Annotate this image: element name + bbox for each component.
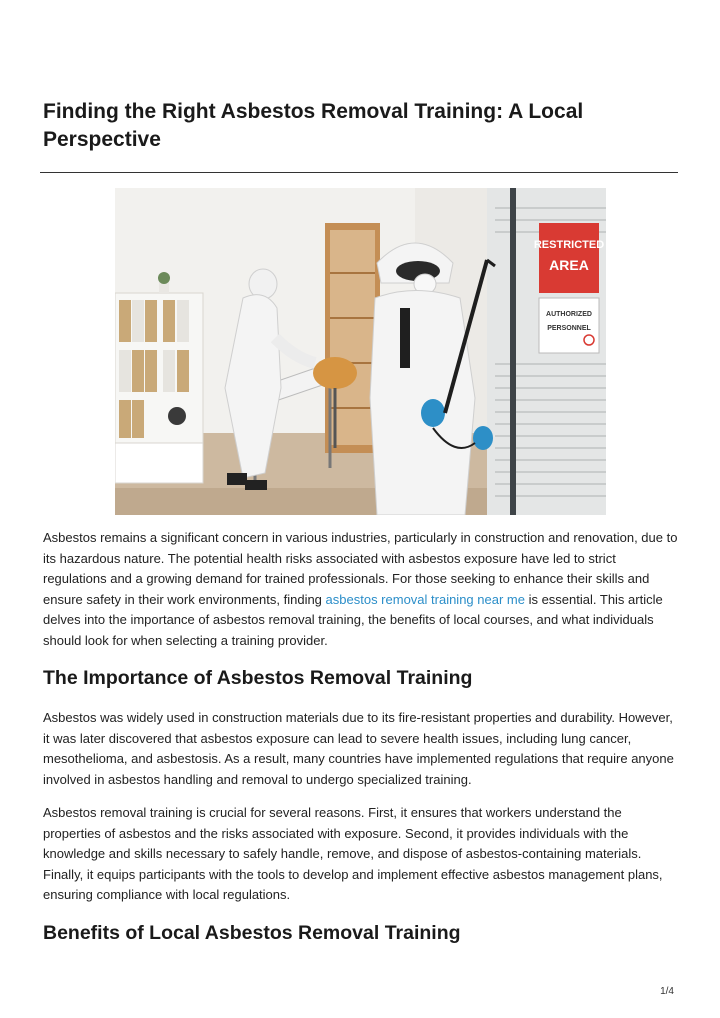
intro-paragraph [43,528,679,652]
page-indicator: 1/4 [660,986,674,997]
intro-text-before-link: Asbestos remains a significant concern in various industries, particularly in construction and renovation, due to its hazardous nature. The potential health risks associated with asbestos exposure have led to strict regulations and a growing demand for trained professionals. For those seeking to enhance their skills and ensure safety in their work environments, finding [43,530,678,607]
importance-paragraph-1: Asbestos was widely used in construction materials due to its fire-resistant properties and durability. However, it was later discovered that asbestos exposure can lead to severe health issues, including lung cancer, mesothelioma, and asbestosis. As a result, many countries have implemented regulations that require anyone involved in asbestos handling and removal to undergo specialized training. [43,710,674,787]
asbestos-training-link[interactable]: asbestos removal training near me [325,591,525,607]
hero-image [115,188,606,515]
article-title: Finding the Right Asbestos Removal Training: A Local Perspective [43,100,584,151]
sign-line2: AREA [549,257,589,273]
sign-line3: AUTHORIZED [546,311,592,318]
section-heading-importance: The Importance of Asbestos Removal Training [43,667,473,689]
importance-paragraph-2: Asbestos removal training is crucial for several reasons. First, it ensures that workers understand the properties of asbestos and the risks associated with exposure. Second, it provides individuals with the knowledge and skills necessary to safely handle, remove, and dispose of asbestos-containing materials. Finally, it equips participants with the tools to develop and implement effective asbestos management plans, ensuring compliance with local regulations. [43,805,663,903]
sign-line4: PERSONNEL [547,325,591,332]
section-heading-benefits: Benefits of Local Asbestos Removal Training [43,922,461,944]
intro-text-after-link: is essential. This article delves into the importance of asbestos removal training, the benefits of local courses, and what individuals should look for when selecting a training provider. [43,591,663,648]
sign-line1: RESTRICTED [533,239,605,251]
title-divider [40,172,678,173]
